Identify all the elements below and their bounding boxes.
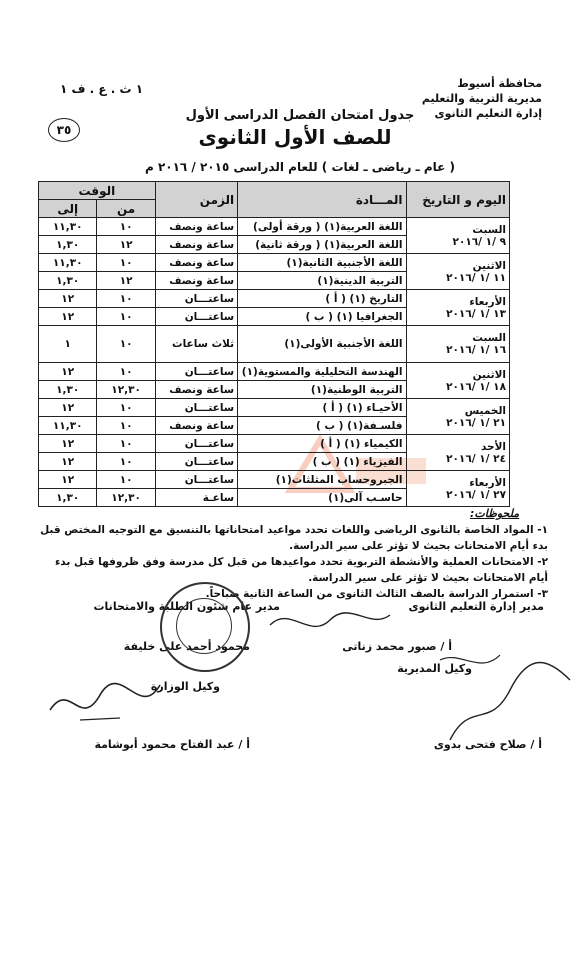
duration-cell: ساعتـــان — [155, 290, 237, 308]
table-row — [39, 290, 510, 308]
administration-label: إدارة التعليم الثانوى — [434, 107, 542, 120]
note-item: ١- المواد الخاصة بالثانوى الرياضى واللغات تحدد مواعيد امتحاناتها بالتنسيق مع التوجيه المختص قبل بدء أيام الامتحانات بحيث لا تؤثر على سير الدراسة. — [40, 524, 548, 552]
subject-cell: التاريخ (١) ( أ ) — [238, 290, 406, 308]
to-cell: ١٢ — [39, 399, 97, 417]
secondary-director-name: أ / صبور محمد زناتى — [342, 640, 452, 653]
duration-cell: ساعـة — [155, 489, 237, 507]
note-item: ٣- استمرار الدراسة بالصف الثالث الثانوى من الساعة الثانية صباحاً. — [205, 588, 548, 600]
undersecretary-name: أ / عبد الفتاح محمود أبوشامة — [94, 738, 250, 751]
subject-cell: الأحيـاء (١) ( أ ) — [238, 399, 406, 417]
day-date: ١٨ /١ /٢٠١٦ — [446, 380, 506, 393]
table-row — [39, 435, 510, 453]
subject-cell: اللغة الأجنبية الأولى(١) — [238, 326, 406, 363]
to-cell: ١٢ — [39, 363, 97, 381]
to-cell: ١,٣٠ — [39, 236, 97, 254]
table-row — [39, 363, 510, 381]
table-row — [39, 471, 510, 489]
day-name: الخميس — [464, 404, 506, 417]
day-name: الاثنين — [472, 259, 506, 272]
header-from: من — [97, 200, 155, 218]
day-date: ٢١ /١ /٢٠١٦ — [446, 416, 506, 429]
subject-cell: اللغة الأجنبية الثانية(١) — [238, 254, 406, 272]
day-cell — [406, 471, 509, 507]
from-cell: ١٠ — [97, 290, 155, 308]
subject-cell: الجبروحساب المثلثات(١) — [238, 471, 406, 489]
from-cell: ١٠ — [97, 435, 155, 453]
day-cell — [406, 218, 509, 254]
subject-cell: الجغرافيا (١) ( ب ) — [238, 308, 406, 326]
header-duration: الزمن — [155, 182, 237, 218]
to-cell: ١٢ — [39, 308, 97, 326]
left-handwritten-signature — [40, 660, 180, 740]
to-cell: ١٢ — [39, 453, 97, 471]
from-cell: ١٠ — [97, 417, 155, 435]
grade-title: للصف الأول الثانوى — [198, 125, 392, 149]
day-date: ٢٧ /١ /٢٠١٦ — [446, 488, 506, 501]
notes-list — [34, 522, 548, 602]
from-cell: ١٠ — [97, 308, 155, 326]
day-date: ١٣ /١ /٢٠١٦ — [446, 307, 506, 320]
duration-cell: ساعتـــان — [155, 308, 237, 326]
duration-cell: ساعة ونصف — [155, 417, 237, 435]
from-cell: ١٠ — [97, 254, 155, 272]
directorate-label: مديرية التربية والتعليم — [421, 92, 542, 105]
deputy-directorate-name: أ / صلاح فتحى بدوى — [433, 738, 542, 751]
to-cell: ١٢ — [39, 290, 97, 308]
subject-cell: اللغة العربية(١) ( ورقة أولى) — [238, 218, 406, 236]
duration-cell: ساعتـــان — [155, 471, 237, 489]
duration-cell: ساعة ونصف — [155, 381, 237, 399]
to-cell: ١١,٣٠ — [39, 218, 97, 236]
from-cell: ١٠ — [97, 453, 155, 471]
page-number-circle: ٣٥ — [48, 118, 80, 142]
from-cell: ١٢,٣٠ — [97, 381, 155, 399]
duration-cell: ساعة ونصف — [155, 218, 237, 236]
day-cell — [406, 326, 509, 363]
document-code: ١ ث . ع . ف ١ — [60, 82, 144, 96]
schedule-title: جدول امتحان الفصل الدراسى الأول — [185, 108, 415, 123]
day-cell — [406, 399, 509, 435]
day-name: الاثنين — [472, 368, 506, 381]
governorate-label: محافظة أسيوط — [457, 77, 542, 90]
from-cell: ١٢,٣٠ — [97, 489, 155, 507]
subject-cell: التربية الوطنية(١) — [238, 381, 406, 399]
deputy-directorate-title: وكيل المديرية — [397, 662, 472, 675]
header-subject: المـــادة — [238, 182, 406, 218]
student-affairs-director-name: محمود أحمد على خليفة — [123, 640, 250, 653]
to-cell: ١,٣٠ — [39, 381, 97, 399]
header-to: إلى — [39, 200, 97, 218]
stamp-eagle-icon — [176, 598, 232, 654]
from-cell: ١٠ — [97, 326, 155, 363]
duration-cell: ساعة ونصف — [155, 254, 237, 272]
undersecretary-title: وكيل الوزارة — [150, 680, 220, 693]
academic-year-subtitle: ( عام ـ رياضى ـ لغات ) للعام الدراسى ٢٠١٥ / ٢٠١٦ م — [144, 160, 456, 174]
duration-cell: ساعتـــان — [155, 363, 237, 381]
notes-heading: ملحوظات: — [470, 507, 520, 520]
day-name: السبت — [472, 223, 506, 236]
subject-cell: حاسـب آلى(١) — [238, 489, 406, 507]
exam-schedule-table — [38, 181, 510, 507]
from-cell: ١٠ — [97, 399, 155, 417]
subject-cell: التربية الدينية(١) — [238, 272, 406, 290]
subject-cell: الكيمياء (١) ( أ ) — [238, 435, 406, 453]
to-cell: ١,٣٠ — [39, 272, 97, 290]
to-cell: ١٢ — [39, 435, 97, 453]
student-affairs-director-title: مدير عام شئون الطلبة والامتحانات — [93, 600, 280, 613]
subject-cell: الفيزياء (١) ( ب ) — [238, 453, 406, 471]
header-time: الوقت — [39, 182, 156, 200]
from-cell: ١٢ — [97, 236, 155, 254]
to-cell: ١١,٣٠ — [39, 417, 97, 435]
day-date: ١١ /١ /٢٠١٦ — [446, 271, 506, 284]
secondary-director-title: مدير إدارة التعليم الثانوى — [408, 600, 544, 613]
duration-cell: ساعة ونصف — [155, 236, 237, 254]
from-cell: ١٢ — [97, 272, 155, 290]
handwritten-signatures — [250, 600, 580, 760]
table-row — [39, 399, 510, 417]
table-row — [39, 218, 510, 236]
duration-cell: ساعة ونصف — [155, 272, 237, 290]
day-name: الأحد — [480, 440, 506, 453]
duration-cell: ساعتـــان — [155, 399, 237, 417]
from-cell: ١٠ — [97, 471, 155, 489]
duration-cell: ساعتـــان — [155, 435, 237, 453]
day-name: الأربعاء — [469, 295, 506, 308]
table-row — [39, 254, 510, 272]
header-day-date: اليوم و التاريخ — [406, 182, 509, 218]
day-date: ١٦ /١ /٢٠١٦ — [446, 344, 506, 356]
note-item: ٢- الامتحانات العملية والأنشطة التربوية تحدد مواعيدها من قبل كل مدرسة وفق ظروفها قبل بدء أيام الامتحانات بحيث لا تؤثر على سير الدراسة. — [54, 556, 548, 584]
subject-cell: اللغة العربية(١) ( ورقة ثانية) — [238, 236, 406, 254]
day-cell — [406, 254, 509, 290]
from-cell: ١٠ — [97, 363, 155, 381]
day-date: ٢٤ /١ /٢٠١٦ — [446, 452, 506, 465]
to-cell: ١ — [39, 326, 97, 363]
to-cell: ١٢ — [39, 471, 97, 489]
to-cell: ١١,٣٠ — [39, 254, 97, 272]
day-name: الأربعاء — [469, 476, 506, 489]
day-name: السبت — [472, 332, 506, 344]
table-row — [39, 326, 510, 363]
day-cell — [406, 435, 509, 471]
day-date: ٩ /١ /٢٠١٦ — [452, 235, 506, 248]
day-cell — [406, 363, 509, 399]
to-cell: ١,٣٠ — [39, 489, 97, 507]
day-cell — [406, 290, 509, 326]
from-cell: ١٠ — [97, 218, 155, 236]
duration-cell: ساعتـــان — [155, 453, 237, 471]
subject-cell: فلسـفة(١) ( ب ) — [238, 417, 406, 435]
subject-cell: الهندسة التحليلية والمستوية(١) — [238, 363, 406, 381]
duration-cell: ثلاث ساعات — [155, 326, 237, 363]
